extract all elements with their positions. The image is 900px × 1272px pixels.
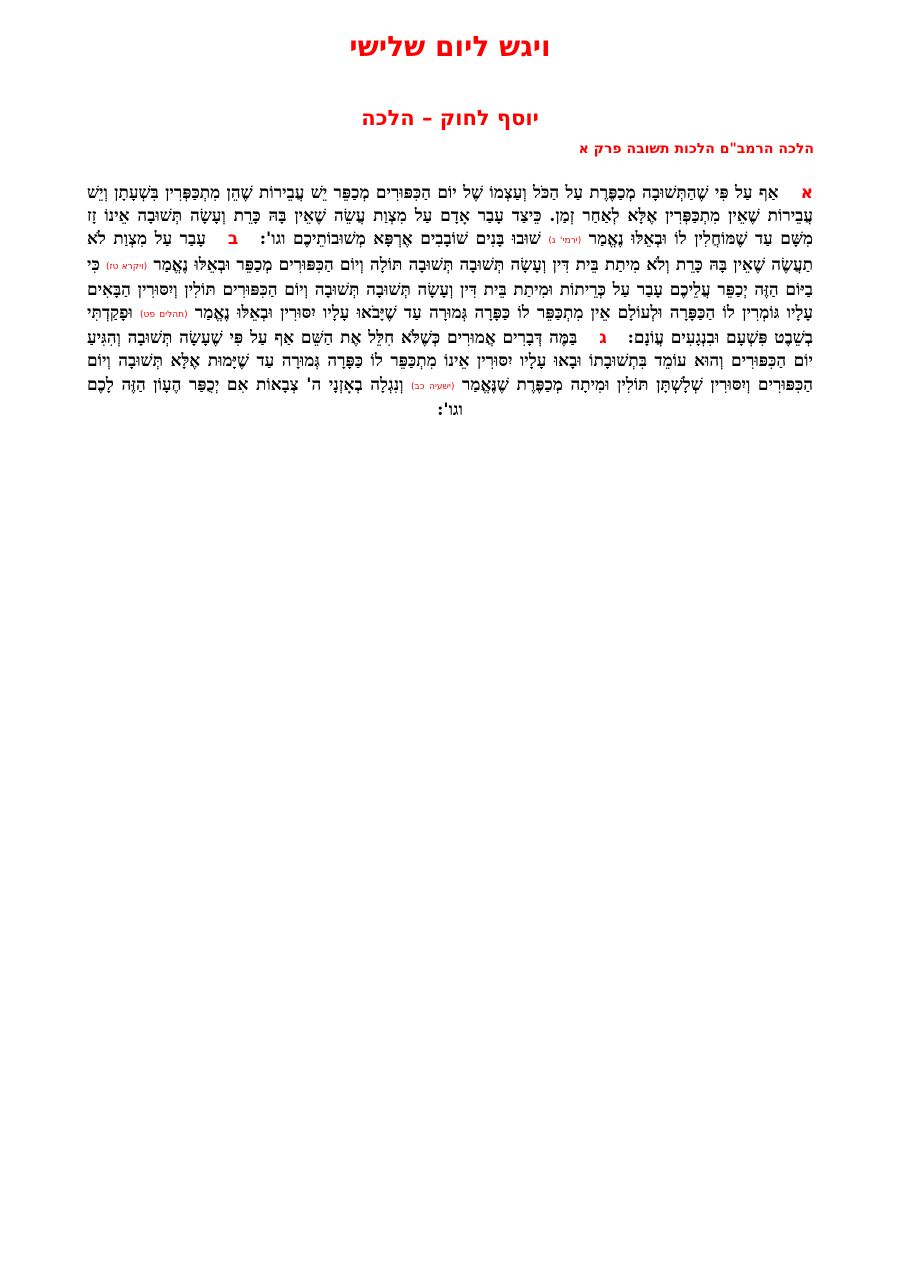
- halacha-2-text-part-2: כִּי בַיּוֹם הַזֶּה יְכַפֵּר עֲלֵיכֶם עָבַר עַל כְּרֵיתוֹת וּמִיתַת בֵּית דִּין וְעָשָׂה תְּשׁוּבָה תְּשׁוּבָה וְיוֹם הַכִּפּוּרִים תּוֹלִין וְיִסּוּרִין הַבָּאִים עָלָיו גּוֹמְרִין לוֹ הַכַּפָּרָה וּלְעוֹלָם אֵין מִתְכַּפֵּר לוֹ כַּפָּרָה גְּמוּרָה עַד שֶׁיָּבֹאוּ עָלָיו יִסּוּרִין וּבְאֵלּוּ נֶאֱמַר: [87, 254, 813, 324]
- halacha-2-text-part-3: וּפָקַדְתִּי בְשֵׁבֶט פִּשְׁעָם וּבִנְגָעִים עֲוֹנָם:: [87, 303, 813, 349]
- halacha-number-2: ב: [227, 229, 239, 250]
- halacha-1-text-part-2: שׁוּבוּ בָּנִים שׁוֹבָבִים אֶרְפָּא מְשׁוּבוֹתֵיכֶם וגו':: [259, 229, 541, 250]
- page-title: ויגש ליום שלישי: [349, 30, 551, 63]
- halacha-number-3: ג: [599, 328, 607, 349]
- section-subtitle: יוסף לחוק – הלכה: [361, 106, 539, 130]
- source-heading: הלכה הרמב"ם הלכות תשובה פרק א: [578, 141, 814, 157]
- verse-reference-isaiah: (ישעיה כב): [411, 381, 455, 392]
- halacha-1-text-part-1: אַף עַל פִּי שֶׁהַתְּשׁוּבָה מְכַפֶּרֶת עַל הַכֹּל וְעַצְמוֹ שֶׁל יוֹם הַכִּפּוּרִים מְכַפֵּר יֵשׁ עֲבֵירוֹת שֶׁהֵן מִתְכַּפְּרִין בִּשְׁעָתָן וְיֵשׁ עֲבֵירוֹת שֶׁאֵין מִתְכַּפְּרִין אֶלָּא לְאַחַר זְמַן. כֵּיצַד עָבַר אָדָם עַל מִצְוַת עֲשֵׂה שֶׁאֵין בָּהּ כָּרֵת וְעָשָׂה תְּשׁוּבָה אֵינוֹ זָז מִשָּׁם עַד שֶׁמּוֹחֲלִין לוֹ וּבְאֵלּוּ נֶאֱמַר: [87, 183, 814, 250]
- verse-reference-psalms: (תהלים פט): [140, 310, 188, 321]
- halacha-number-1: א: [800, 183, 813, 203]
- halacha-3-text-part-2: וְנִגְלָה בְאָזְנָי ה' צְבָאוֹת אִם יְכֻפַּר הֶעָוֹן הַזֶּה לָכֶם וגו':: [87, 374, 463, 420]
- halacha-text: [87, 182, 813, 422]
- verse-reference-jeremiah: (ירמי' ג): [548, 236, 582, 247]
- halacha-2-text-part-1: עָבַר עַל מִצְוַת לֹא תַעֲשֶׂה שֶׁאֵין בָּהּ כָּרֵת וְלֹא מִיתַת בֵּית דִּין וְעָשָׂה תְּשׁוּבָה תְּשׁוּבָה תּוֹלָה וְיוֹם הַכִּפּוּרִים מְכַפֵּר וּבְאֵלּוּ נֶאֱמַר: [87, 229, 814, 275]
- verse-reference-leviticus: (ויקרא טז): [106, 261, 148, 272]
- halacha-3-text-part-1: בַּמֶּה דְּבָרִים אֲמוּרִים כְּשֶׁלֹּא חִלֵּל אֶת הַשֵּׁם אַף עַל פִּי שֶׁעָשָׂה תְּשׁוּבָה וְהִגִּיעַ יוֹם הַכִּפּוּרִים וְהוּא עוֹמֵד בִּתְשׁוּבָתוֹ וּבָאוּ עָלָיו יִסּוּרִין אֵינוֹ מִתְכַּפֵּר לוֹ כַּפָּרָה גְּמוּרָה עַד שֶׁיָּמוּת אֶלָּא תְּשׁוּבָה וְיוֹם הַכִּפּוּרִים וְיִסּוּרִין שְׁלָשְׁתָּן תּוֹלִין וּמִיתָה מְכַפֶּרֶת שֶׁנֶּאֱמַר: [87, 328, 814, 395]
